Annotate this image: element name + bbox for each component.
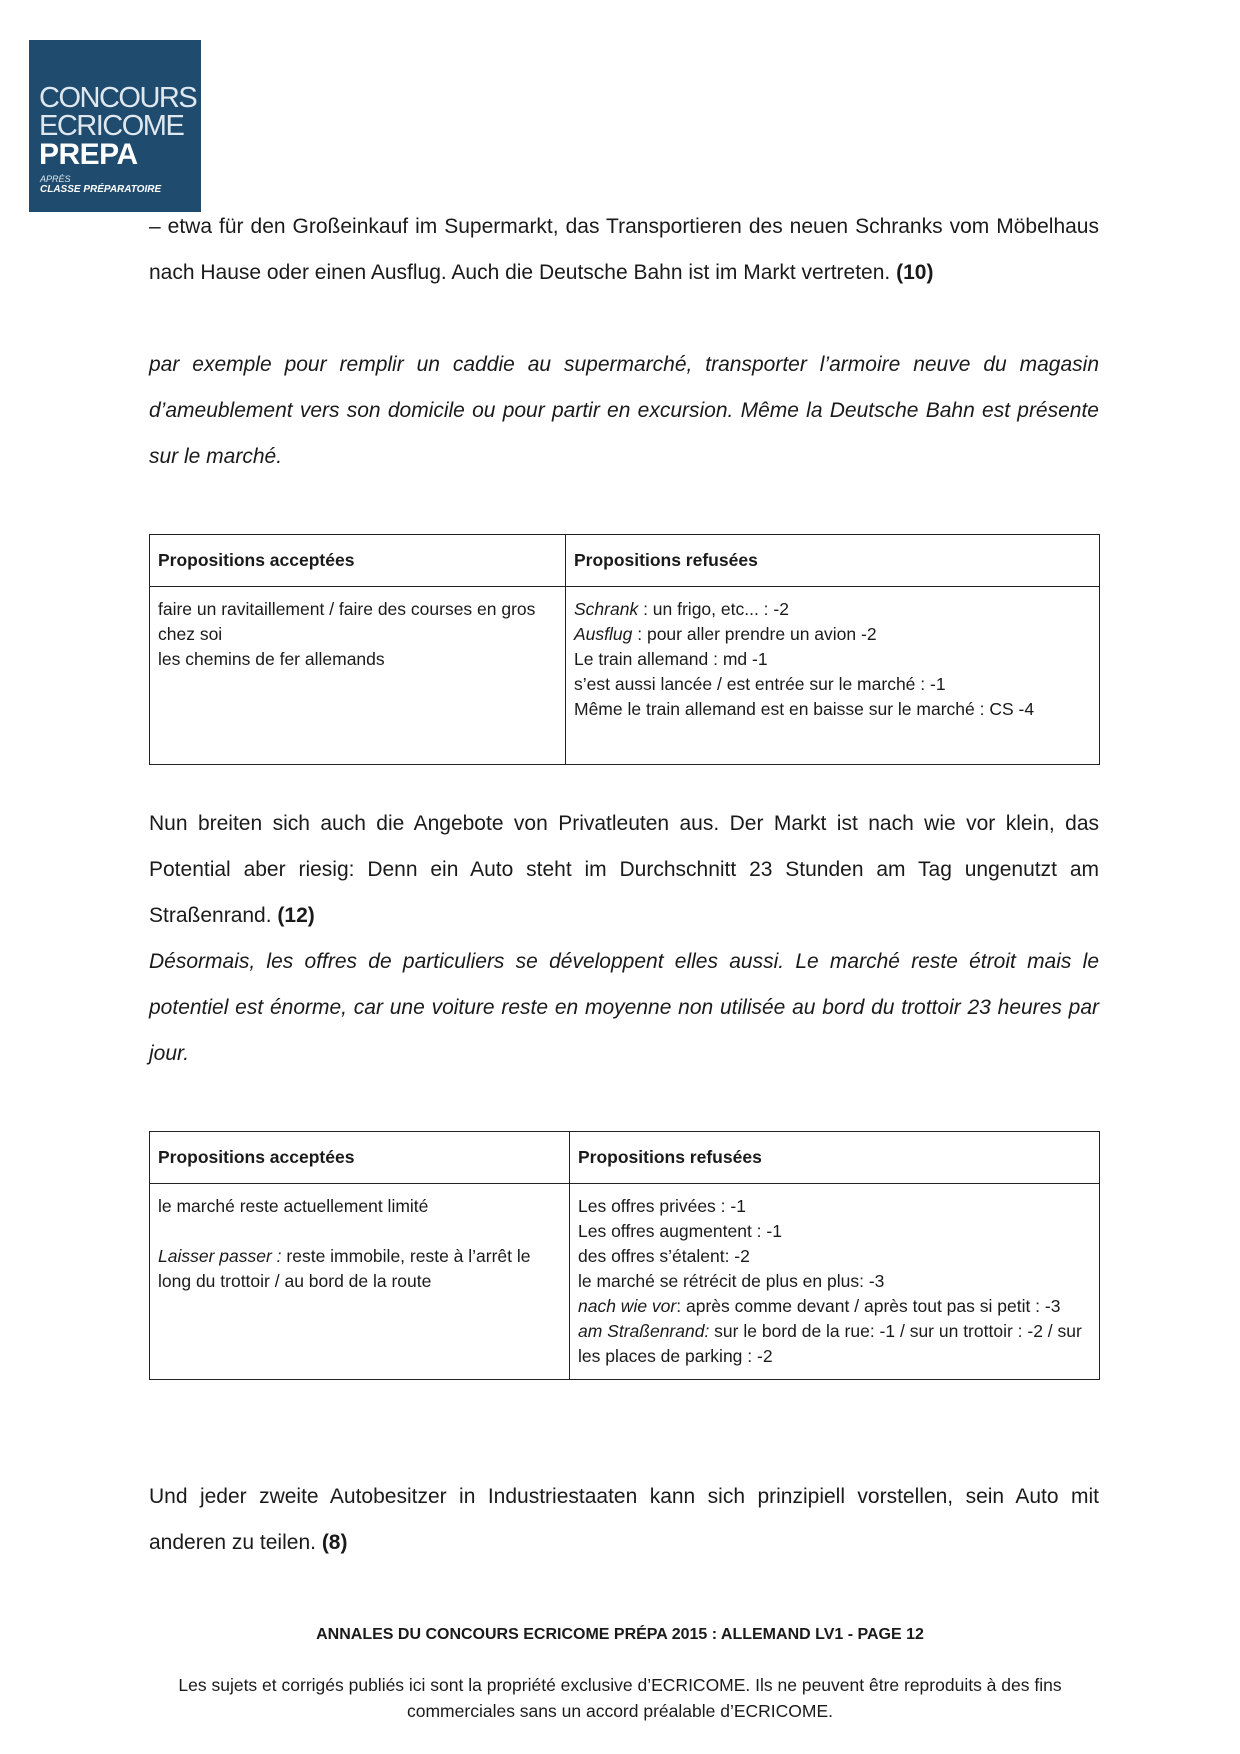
german-paragraph-3 <box>149 1474 1099 1566</box>
accepted-item: faire un ravitaillement / faire des courses en gros <box>158 599 536 619</box>
logo-line-apres: APRÈS <box>40 174 71 184</box>
grading-table-1 <box>149 534 1100 765</box>
accepted-item: chez soi <box>158 624 223 644</box>
accepted-item: Laisser passer : reste immobile, reste à l’arrêt le long du trottoir / au bord de la route <box>158 1246 531 1291</box>
refused-item: Schrank : un frigo, etc... : -2 <box>574 599 789 619</box>
table-row <box>150 1184 1100 1380</box>
table-header-row <box>150 1132 1100 1184</box>
french-translation-2: Désormais, les offres de particuliers se développent elles aussi. Le marché reste étroit mais le potentiel est énorme, car une voiture reste en moyenne non utilisée au bord du trottoir 23 heures par jour. <box>149 950 1099 1065</box>
german-paragraph-2 <box>149 801 1099 939</box>
german-paragraph-2-text: Nun breiten sich auch die Angebote von Privatleuten aus. Der Markt ist nach wie vor klein, das Potential aber riesig: Denn ein Auto steht im Durchschnitt 23 Stunden am Tag ungenutzt am Straßenrand. <box>149 812 1099 927</box>
refused-item: am Straßenrand: sur le bord de la rue: -1 / sur un trottoir : -2 / sur les places de parking : -2 <box>578 1321 1082 1366</box>
header-accepted: Propositions acceptées <box>150 535 566 587</box>
logo-line-classe-preparatoire: CLASSE PRÉPARATOIRE <box>40 184 162 195</box>
points-mark-3: (8) <box>321 1531 348 1554</box>
german-paragraph-3-text: Und jeder zweite Autobesitzer in Industriestaaten kann sich prinzipiell vorstellen, sein Auto mit anderen zu teilen. <box>149 1485 1099 1554</box>
table-header-row <box>150 535 1100 587</box>
refused-item: Ausflug : pour aller prendre un avion -2 <box>574 624 877 644</box>
refused-cell <box>570 1184 1100 1380</box>
refused-item: le marché se rétrécit de plus en plus: -3 <box>578 1271 885 1291</box>
french-translation-1: par exemple pour remplir un caddie au supermarché, transporter l’armoire neuve du magasin d’ameublement vers son domicile ou pour partir en excursion. Même la Deutsche Bahn est présente sur le marché. <box>149 353 1099 468</box>
refused-cell <box>566 587 1100 765</box>
table-row <box>150 587 1100 765</box>
refused-item: s’est aussi lancée / est entrée sur le marché : -1 <box>574 674 946 694</box>
footer-title: ANNALES DU CONCOURS ECRICOME PRÉPA 2015 : ALLEMAND LV1 - PAGE 12 <box>316 1626 924 1643</box>
concours-ecricome-logo <box>29 40 201 212</box>
grading-table-2 <box>149 1131 1100 1380</box>
logo-line-ecricome: ECRICOME <box>39 110 184 142</box>
header-refused: Propositions refusées <box>570 1132 1100 1184</box>
accepted-cell <box>150 587 566 765</box>
refused-item: Les offres privées : -1 <box>578 1196 746 1216</box>
footer-copyright-note: Les sujets et corrigés publiés ici sont la propriété exclusive d’ECRICOME. Ils ne peuvent être reproduits à des fins commerciales sans un accord préalable d’ECRICOME. <box>178 1675 1062 1721</box>
points-mark-2: (12) <box>277 904 315 927</box>
refused-item: Les offres augmentent : -1 <box>578 1221 782 1241</box>
accepted-cell <box>150 1184 570 1380</box>
points-mark-1: (10) <box>896 261 934 284</box>
accepted-item: les chemins de fer allemands <box>158 649 385 669</box>
refused-item: nach wie vor: après comme devant / après tout pas si petit : -3 <box>578 1296 1061 1316</box>
refused-item: des offres s’étalent: -2 <box>578 1246 750 1266</box>
header-refused: Propositions refusées <box>566 535 1100 587</box>
german-paragraph-1 <box>149 204 1099 296</box>
accepted-item: le marché reste actuellement limité <box>158 1196 429 1216</box>
logo-line-concours: CONCOURS <box>39 82 197 114</box>
german-paragraph-1-text: – etwa für den Großeinkauf im Supermarkt, das Transportieren des neuen Schranks vom Möbelhaus nach Hause oder einen Ausflug. Auch die Deutsche Bahn ist im Markt vertreten. <box>149 215 1099 284</box>
header-accepted: Propositions acceptées <box>150 1132 570 1184</box>
refused-item: Même le train allemand est en baisse sur le marché : CS -4 <box>574 699 1035 719</box>
refused-item: Le train allemand : md -1 <box>574 649 768 669</box>
logo-line-prepa: PREPA <box>39 138 138 171</box>
